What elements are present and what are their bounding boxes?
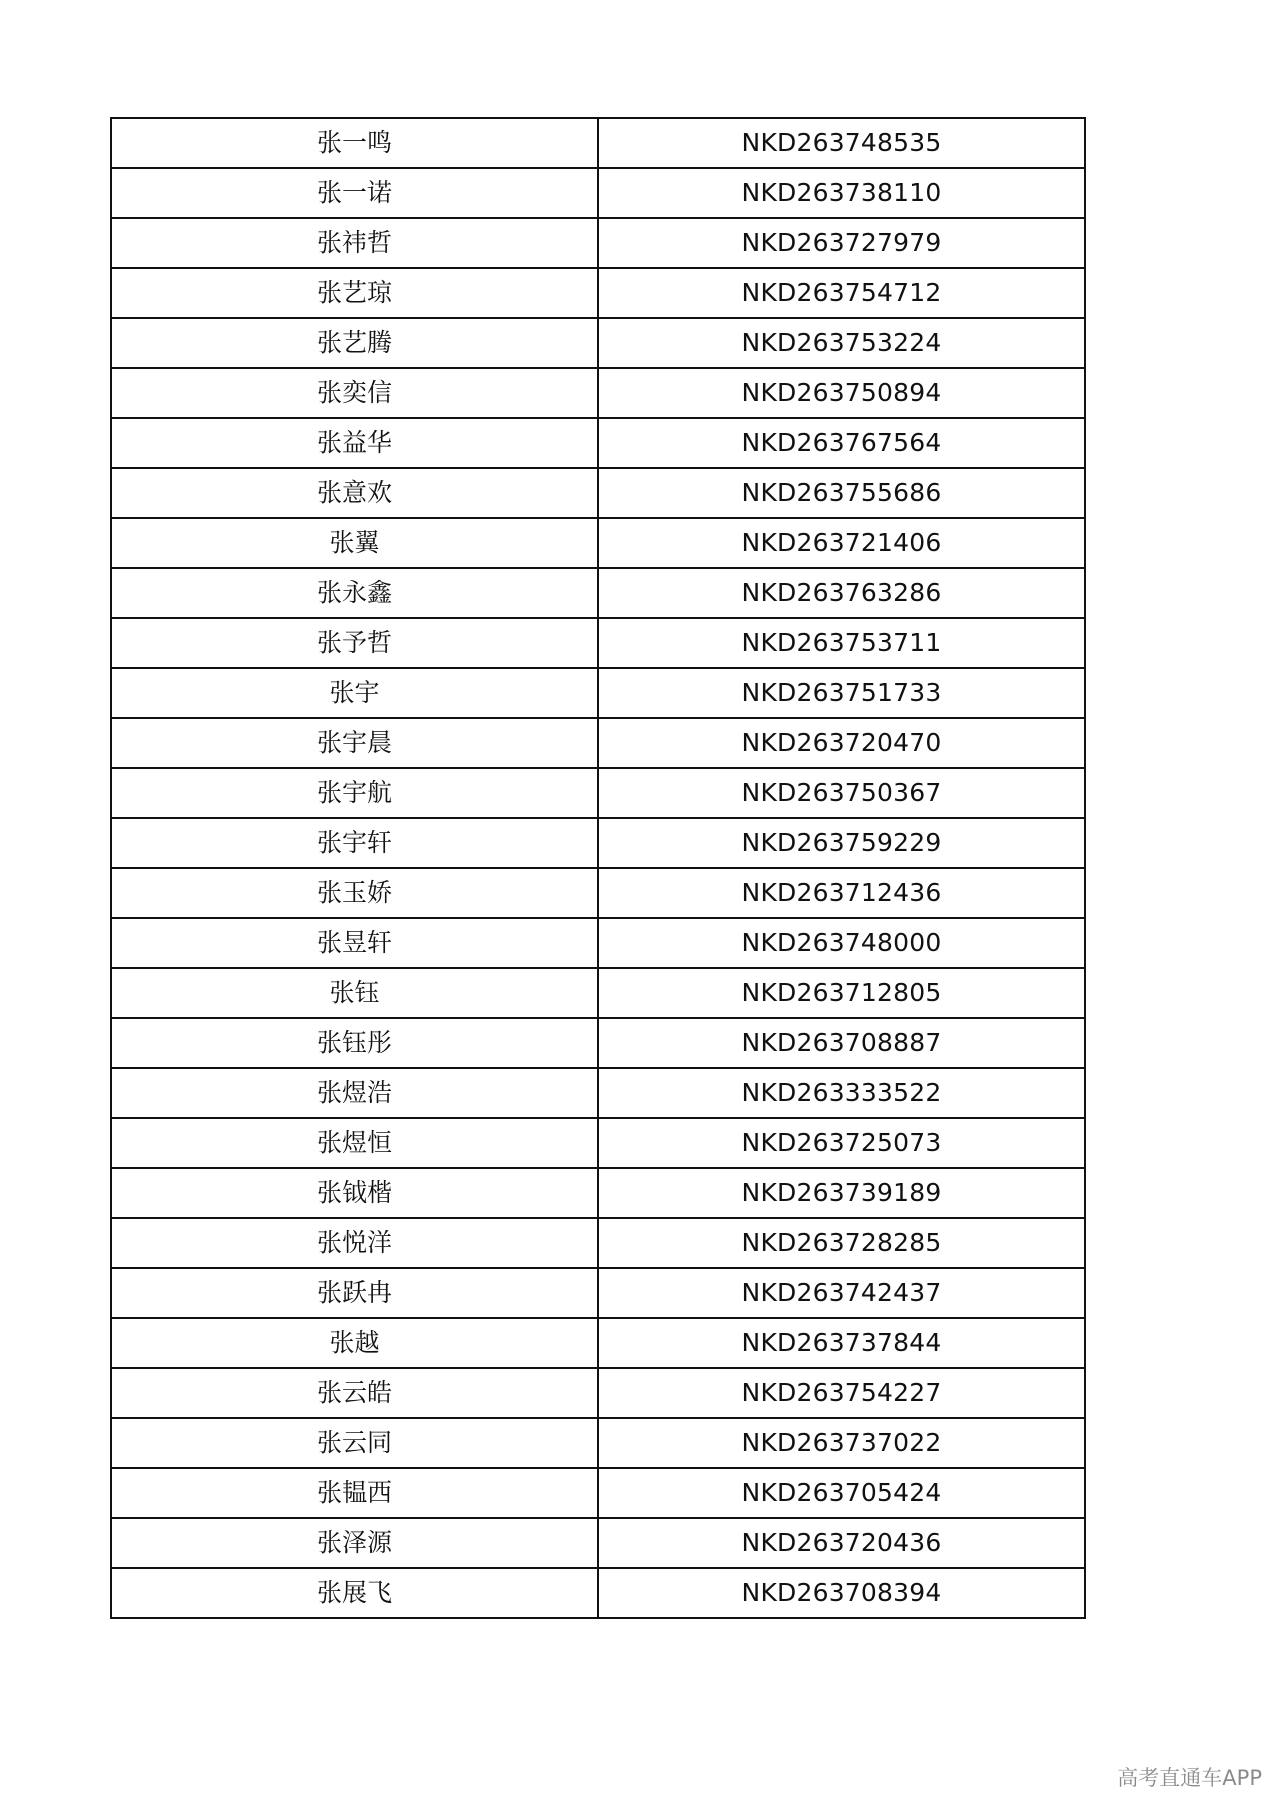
table-row [111,418,1085,468]
id-cell: NKD263737844 [598,1318,1085,1368]
name-cell: 张翼 [111,518,598,568]
name-cell: 张钺楷 [111,1168,598,1218]
id-cell: NKD263750894 [598,368,1085,418]
name-cell: 张越 [111,1318,598,1368]
id-cell: NKD263754227 [598,1368,1085,1418]
table-row [111,668,1085,718]
table-row [111,118,1085,168]
name-cell: 张钰 [111,968,598,1018]
name-cell: 张予哲 [111,618,598,668]
table-row [111,818,1085,868]
table-row [111,318,1085,368]
name-cell: 张一鸣 [111,118,598,168]
name-cell: 张韫西 [111,1468,598,1518]
table-row [111,718,1085,768]
id-cell: NKD263708394 [598,1568,1085,1618]
name-cell: 张泽源 [111,1518,598,1568]
id-cell: NKD263708887 [598,1018,1085,1068]
roster-table [110,117,1086,1619]
table-row [111,1068,1085,1118]
id-cell: NKD263742437 [598,1268,1085,1318]
id-cell: NKD263712436 [598,868,1085,918]
name-cell: 张云皓 [111,1368,598,1418]
id-cell: NKD263738110 [598,168,1085,218]
table-row [111,1418,1085,1468]
name-cell: 张宇晨 [111,718,598,768]
id-cell: NKD263720436 [598,1518,1085,1568]
id-cell: NKD263753224 [598,318,1085,368]
id-cell: NKD263705424 [598,1468,1085,1518]
name-cell: 张玉娇 [111,868,598,918]
id-cell: NKD263737022 [598,1418,1085,1468]
name-cell: 张煜浩 [111,1068,598,1118]
roster-table-body [111,118,1085,1618]
id-cell: NKD263759229 [598,818,1085,868]
name-cell: 张钰彤 [111,1018,598,1068]
table-row [111,618,1085,668]
id-cell: NKD263727979 [598,218,1085,268]
name-cell: 张宇 [111,668,598,718]
id-cell: NKD263750367 [598,768,1085,818]
name-cell: 张永鑫 [111,568,598,618]
name-cell: 张宇轩 [111,818,598,868]
name-cell: 张一诺 [111,168,598,218]
table-row [111,1318,1085,1368]
id-cell: NKD263748535 [598,118,1085,168]
table-row [111,1568,1085,1618]
table-row [111,568,1085,618]
name-cell: 张展飞 [111,1568,598,1618]
table-row [111,368,1085,418]
id-cell: NKD263721406 [598,518,1085,568]
id-cell: NKD263751733 [598,668,1085,718]
id-cell: NKD263739189 [598,1168,1085,1218]
watermark: 高考直通车APP [1117,1766,1262,1790]
table-row [111,168,1085,218]
id-cell: NKD263725073 [598,1118,1085,1168]
id-cell: NKD263754712 [598,268,1085,318]
id-cell: NKD263767564 [598,418,1085,468]
id-cell: NKD263333522 [598,1068,1085,1118]
table-row [111,768,1085,818]
id-cell: NKD263755686 [598,468,1085,518]
name-cell: 张艺琼 [111,268,598,318]
name-cell: 张云同 [111,1418,598,1468]
table-row [111,1218,1085,1268]
table-row [111,1018,1085,1068]
table-row [111,1368,1085,1418]
name-cell: 张悦洋 [111,1218,598,1268]
name-cell: 张益华 [111,418,598,468]
id-cell: NKD263748000 [598,918,1085,968]
name-cell: 张艺腾 [111,318,598,368]
table-row [111,1118,1085,1168]
table-row [111,268,1085,318]
table-row [111,1518,1085,1568]
name-cell: 张奕信 [111,368,598,418]
name-cell: 张煜恒 [111,1118,598,1168]
id-cell: NKD263728285 [598,1218,1085,1268]
id-cell: NKD263763286 [598,568,1085,618]
table-row [111,468,1085,518]
name-cell: 张宇航 [111,768,598,818]
table-row [111,1468,1085,1518]
table-row [111,918,1085,968]
table-row [111,518,1085,568]
name-cell: 张意欢 [111,468,598,518]
name-cell: 张祎哲 [111,218,598,268]
table-row [111,1268,1085,1318]
id-cell: NKD263712805 [598,968,1085,1018]
name-cell: 张昱轩 [111,918,598,968]
id-cell: NKD263720470 [598,718,1085,768]
table-row [111,1168,1085,1218]
id-cell: NKD263753711 [598,618,1085,668]
table-row [111,218,1085,268]
table-row [111,868,1085,918]
table-row [111,968,1085,1018]
name-cell: 张跃冉 [111,1268,598,1318]
